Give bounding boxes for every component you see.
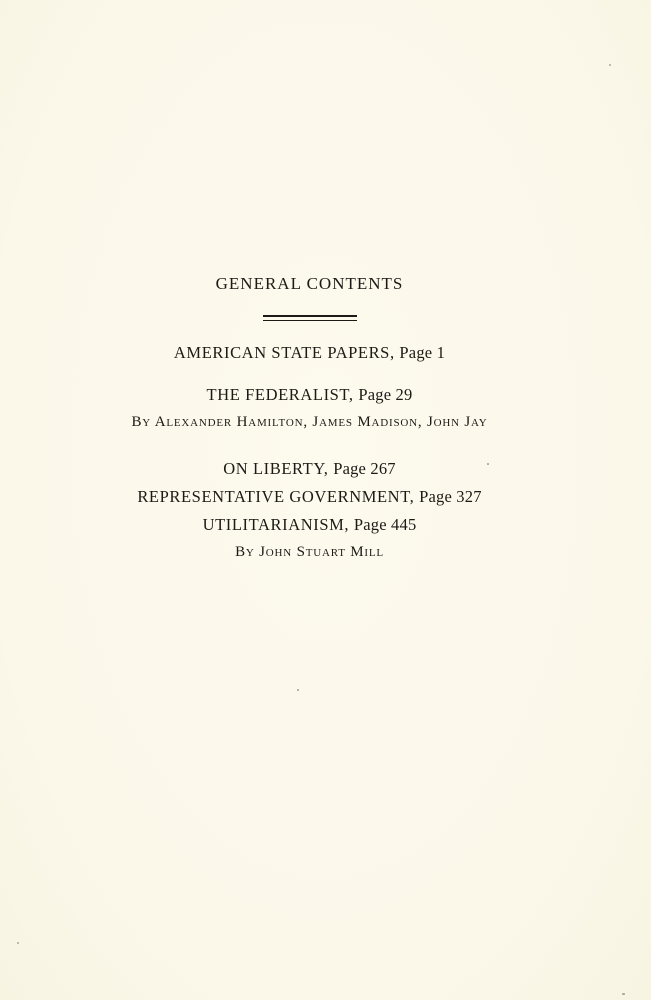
paper-speck [609,64,611,66]
contents-entry-representative-government [0,487,619,507]
page-title: GENERAL CONTENTS [215,274,404,293]
byline-mill-author: By John Stuart Mill [235,544,384,560]
title-rule-thin [263,320,357,321]
entry-page: Page 29 [358,385,413,404]
entry-title: AMERICAN STATE PAPERS, [173,343,395,362]
paper-speck [487,463,489,465]
entry-page: Page 267 [333,459,396,478]
contents-entry-american-state-papers [0,343,619,363]
entry-page: Page 445 [353,515,417,534]
entry-page: Page 1 [399,343,446,362]
paper-speck [622,993,625,995]
paper-speck [297,689,299,691]
contents-entry-on-liberty [0,459,619,479]
entry-title: UTILITARIANISM, [202,515,350,534]
contents-entry-federalist [0,385,619,405]
entry-title: THE FEDERALIST, [206,385,354,404]
entry-page: Page 327 [419,487,482,506]
paper-speck [17,942,19,944]
byline-federalist-authors: By Alexander Hamilton, James Madison, John Jay [131,414,488,430]
entry-title: REPRESENTATIVE GOVERNMENT, [137,487,415,506]
entry-title: ON LIBERTY, [223,459,329,478]
contents-entry-utilitarianism [0,515,619,535]
title-rule-thick [263,315,357,317]
